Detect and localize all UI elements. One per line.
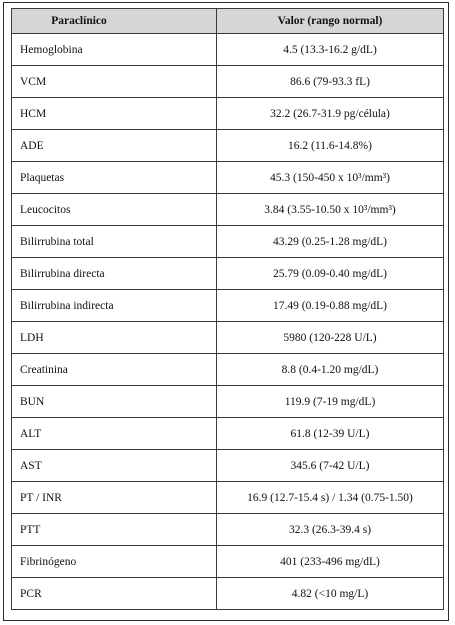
- parameter-value-cell: 25.79 (0.09-0.40 mg/dL): [217, 258, 444, 290]
- parameter-value-cell: 8.8 (0.4-1.20 mg/dL): [217, 354, 444, 386]
- table-row: [12, 322, 444, 354]
- parameter-value-cell: 345.6 (7-42 U/L): [217, 450, 444, 482]
- table-row: [12, 66, 444, 98]
- parameter-name-cell: Bilirrubina directa: [12, 258, 217, 290]
- parameter-name-cell: Bilirrubina total: [12, 226, 217, 258]
- parameter-value-cell: 5980 (120-228 U/L): [217, 322, 444, 354]
- table-row: [12, 34, 444, 66]
- parameter-name-cell: AST: [12, 450, 217, 482]
- parameter-value-cell: 4.5 (13.3-16.2 g/dL): [217, 34, 444, 66]
- parameter-name-cell: HCM: [12, 98, 217, 130]
- parameter-value-cell: 119.9 (7-19 mg/dL): [217, 386, 444, 418]
- parameter-name-cell: PTT: [12, 514, 217, 546]
- parameter-value-cell: 32.3 (26.3-39.4 s): [217, 514, 444, 546]
- table-row: [12, 258, 444, 290]
- parameter-name-cell: BUN: [12, 386, 217, 418]
- parameter-name-cell: Hemoglobina: [12, 34, 217, 66]
- column-header-paraclinico: Paraclínico: [12, 9, 217, 34]
- table-row: [12, 514, 444, 546]
- parameter-name-cell: VCM: [12, 66, 217, 98]
- table-row: [12, 546, 444, 578]
- parameter-value-cell: 43.29 (0.25-1.28 mg/dL): [217, 226, 444, 258]
- table-row: [12, 450, 444, 482]
- parameter-name-cell: ALT: [12, 418, 217, 450]
- parameter-name-cell: Leucocitos: [12, 194, 217, 226]
- parameter-name-cell: Fibrinógeno: [12, 546, 217, 578]
- table-row: [12, 354, 444, 386]
- parameter-value-cell: 86.6 (79-93.3 fL): [217, 66, 444, 98]
- parameter-value-cell: 32.2 (26.7-31.9 pg/célula): [217, 98, 444, 130]
- parameter-name-cell: ADE: [12, 130, 217, 162]
- parameter-name-cell: PCR: [12, 578, 217, 610]
- parameter-value-cell: 17.49 (0.19-0.88 mg/dL): [217, 290, 444, 322]
- parameter-value-cell: 3.84 (3.55-10.50 x 10³/mm³): [217, 194, 444, 226]
- parameter-name-cell: Creatinina: [12, 354, 217, 386]
- table-row: [12, 162, 444, 194]
- parameter-name-cell: LDH: [12, 322, 217, 354]
- parameter-value-cell: 16.2 (11.6-14.8%): [217, 130, 444, 162]
- table-row: [12, 578, 444, 610]
- parameter-value-cell: 61.8 (12-39 U/L): [217, 418, 444, 450]
- table-row: [12, 130, 444, 162]
- table-row: [12, 386, 444, 418]
- parameter-value-cell: 45.3 (150-450 x 10³/mm³): [217, 162, 444, 194]
- table-row: [12, 194, 444, 226]
- table-frame: [3, 2, 449, 621]
- table-row: [12, 482, 444, 514]
- table-row: [12, 418, 444, 450]
- table-row: [12, 226, 444, 258]
- table-row: [12, 98, 444, 130]
- parameter-value-cell: 16.9 (12.7-15.4 s) / 1.34 (0.75-1.50): [217, 482, 444, 514]
- lab-results-table: [11, 8, 444, 610]
- parameter-name-cell: PT / INR: [12, 482, 217, 514]
- parameter-name-cell: Plaquetas: [12, 162, 217, 194]
- parameter-value-cell: 4.82 (<10 mg/L): [217, 578, 444, 610]
- column-header-valor: Valor (rango normal): [217, 9, 444, 34]
- parameter-name-cell: Bilirrubina indirecta: [12, 290, 217, 322]
- table-header-row: [12, 9, 444, 34]
- table-row: [12, 290, 444, 322]
- parameter-value-cell: 401 (233-496 mg/dL): [217, 546, 444, 578]
